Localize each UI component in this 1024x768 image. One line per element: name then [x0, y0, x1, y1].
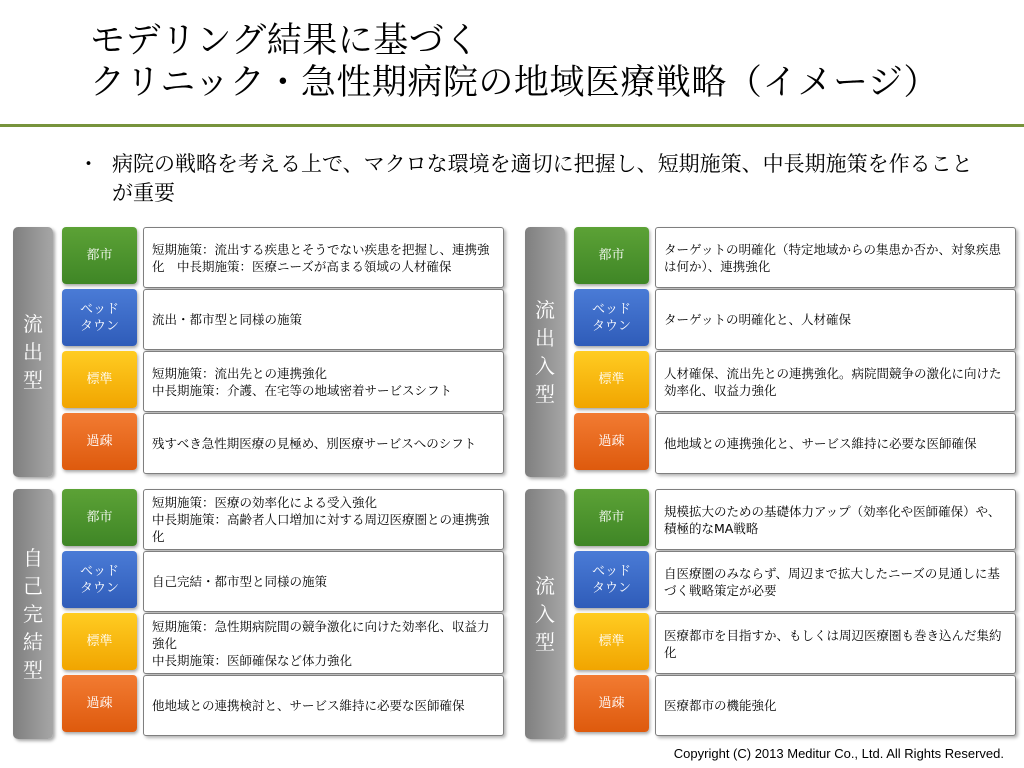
bullet-marker: ・ — [78, 152, 99, 176]
standard-badge: 標準 — [62, 613, 137, 670]
standard-badge: 標準 — [62, 351, 137, 408]
strategy-row-city — [574, 227, 1016, 284]
quadrant-label: 流出入型 — [525, 227, 565, 477]
strategy-row-rural — [574, 413, 1016, 470]
quadrant-label: 流入型 — [525, 489, 565, 739]
strategy-row-standard — [574, 613, 1016, 670]
strategy-description: ターゲットの明確化（特定地域からの集患か否か、対象疾患は何か）、連携強化 — [655, 227, 1016, 288]
standard-badge: 標準 — [574, 351, 649, 408]
strategy-row-standard — [62, 613, 504, 670]
copyright-notice: Copyright (C) 2013 Meditur Co., Ltd. All Rights Reserved. — [673, 746, 1004, 761]
strategy-description: 人材確保、流出先との連携強化。病院間競争の激化に向けた効率化、収益力強化 — [655, 351, 1016, 412]
strategy-description: 規模拡大のための基礎体力アップ（効率化や医師確保）や、積極的なMA戦略 — [655, 489, 1016, 550]
strategy-description: ターゲットの明確化と、人材確保 — [655, 289, 1016, 350]
strategy-row-rural — [574, 675, 1016, 732]
strategy-row-city — [574, 489, 1016, 546]
strategy-description: 短期施策：流出先との連携強化 中長期施策：介護、在宅等の地域密着サービスシフト — [143, 351, 504, 412]
city-badge: 都市 — [62, 227, 137, 284]
quadrant-outflow — [13, 227, 508, 477]
quadrant-inflow — [525, 489, 1020, 739]
strategy-row-bedtown — [574, 289, 1016, 346]
bullet-text: 病院の戦略を考える上で、マクロな環境を適切に把握し、短期施策、中長期施策を作ることが重要 — [112, 152, 973, 205]
standard-badge: 標準 — [574, 613, 649, 670]
strategy-description: 短期施策：急性期病院間の競争激化に向けた効率化、収益力強化 中長期施策：医師確保など体力強化 — [143, 613, 504, 674]
strategy-row-standard — [62, 351, 504, 408]
strategy-row-bedtown — [574, 551, 1016, 608]
strategy-row-standard — [574, 351, 1016, 408]
city-badge: 都市 — [574, 227, 649, 284]
strategy-row-bedtown — [62, 551, 504, 608]
strategy-description: 自己完結・都市型と同様の施策 — [143, 551, 504, 612]
rural-badge: 過疎 — [62, 675, 137, 732]
slide-title-line-1: モデリング結果に基づく — [90, 21, 480, 61]
bullet-point — [78, 150, 978, 208]
strategy-row-rural — [62, 675, 504, 732]
strategy-description: 医療都市を目指すか、もしくは周辺医療圏も巻き込んだ集約化 — [655, 613, 1016, 674]
city-badge: 都市 — [574, 489, 649, 546]
strategy-description: 他地域との連携検討と、サービス維持に必要な医師確保 — [143, 675, 504, 736]
city-badge: 都市 — [62, 489, 137, 546]
strategy-description: 医療都市の機能強化 — [655, 675, 1016, 736]
quadrant-label: 流出型 — [13, 227, 53, 477]
rural-badge: 過疎 — [62, 413, 137, 470]
rural-badge: 過疎 — [574, 675, 649, 732]
quadrant-label: 自己完結型 — [13, 489, 53, 739]
strategy-description: 残すべき急性期医療の見極め、別医療サービスへのシフト — [143, 413, 504, 474]
rural-badge: 過疎 — [574, 413, 649, 470]
quadrant-self-contained — [13, 489, 508, 739]
bedtown-badge: ベッド タウン — [574, 289, 649, 346]
slide-title-line-2: クリニック・急性期病院の地域医療戦略（イメージ） — [90, 63, 939, 103]
bedtown-badge: ベッド タウン — [62, 289, 137, 346]
strategy-row-rural — [62, 413, 504, 470]
strategy-row-bedtown — [62, 289, 504, 346]
bedtown-badge: ベッド タウン — [62, 551, 137, 608]
title-divider — [0, 124, 1024, 127]
quadrant-outflow-inflow — [525, 227, 1020, 477]
strategy-row-city — [62, 227, 504, 284]
strategy-description: 流出・都市型と同様の施策 — [143, 289, 504, 350]
strategy-description: 他地域との連携強化と、サービス維持に必要な医師確保 — [655, 413, 1016, 474]
strategy-description: 自医療圏のみならず、周辺まで拡大したニーズの見通しに基づく戦略策定が必要 — [655, 551, 1016, 612]
slide-title — [90, 20, 990, 104]
strategy-description: 短期施策：流出する疾患とそうでない疾患を把握し、連携強化 中長期施策：医療ニーズが高まる領域の人材確保 — [143, 227, 504, 288]
strategy-description: 短期施策：医療の効率化による受入強化 中長期施策：高齢者人口増加に対する周辺医療圏との連携強化 — [143, 489, 504, 550]
bedtown-badge: ベッド タウン — [574, 551, 649, 608]
strategy-row-city — [62, 489, 504, 546]
